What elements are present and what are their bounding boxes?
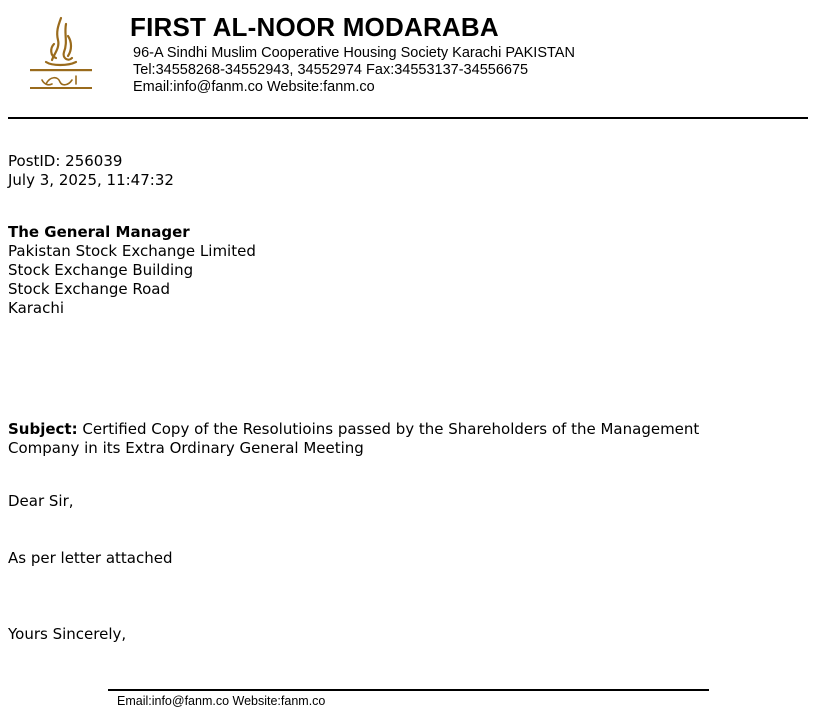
calligraphy-logo-icon (28, 14, 94, 92)
recipient-title: The General Manager (8, 223, 190, 241)
subject-text: Certified Copy of the Resolutioins passed by the Shareholders of the Management Company in its Extra Ordinary General Meeting (8, 420, 700, 457)
recipient-line: Karachi (8, 299, 65, 317)
recipient-line: Pakistan Stock Exchange Limited (8, 242, 256, 260)
letter-content: As per letter attached (8, 549, 173, 567)
recipient-line: Stock Exchange Road (8, 280, 170, 298)
company-address: 96-A Sindhi Muslim Cooperative Housing Society Karachi PAKISTAN (133, 45, 575, 61)
footer-email-website: Email:info@fanm.co Website:fanm.co (117, 694, 326, 708)
salutation: Dear Sir, (8, 492, 74, 510)
company-name: FIRST AL-NOOR MODARABA (130, 12, 499, 42)
company-email-website: Email:info@fanm.co Website:fanm.co (133, 79, 375, 95)
post-id: PostID: 256039 (8, 152, 123, 170)
footer-divider (108, 689, 709, 691)
subject (8, 420, 768, 458)
recipient-line: Stock Exchange Building (8, 261, 194, 279)
company-phone-fax: Tel:34558268-34552943, 34552974 Fax:34553137-34556675 (133, 62, 529, 78)
header-divider (8, 117, 808, 119)
closing: Yours Sincerely, (8, 625, 127, 643)
post-datetime: July 3, 2025, 11:47:32 (8, 171, 174, 189)
subject-label: Subject: (8, 420, 78, 438)
company-logo (28, 14, 94, 92)
